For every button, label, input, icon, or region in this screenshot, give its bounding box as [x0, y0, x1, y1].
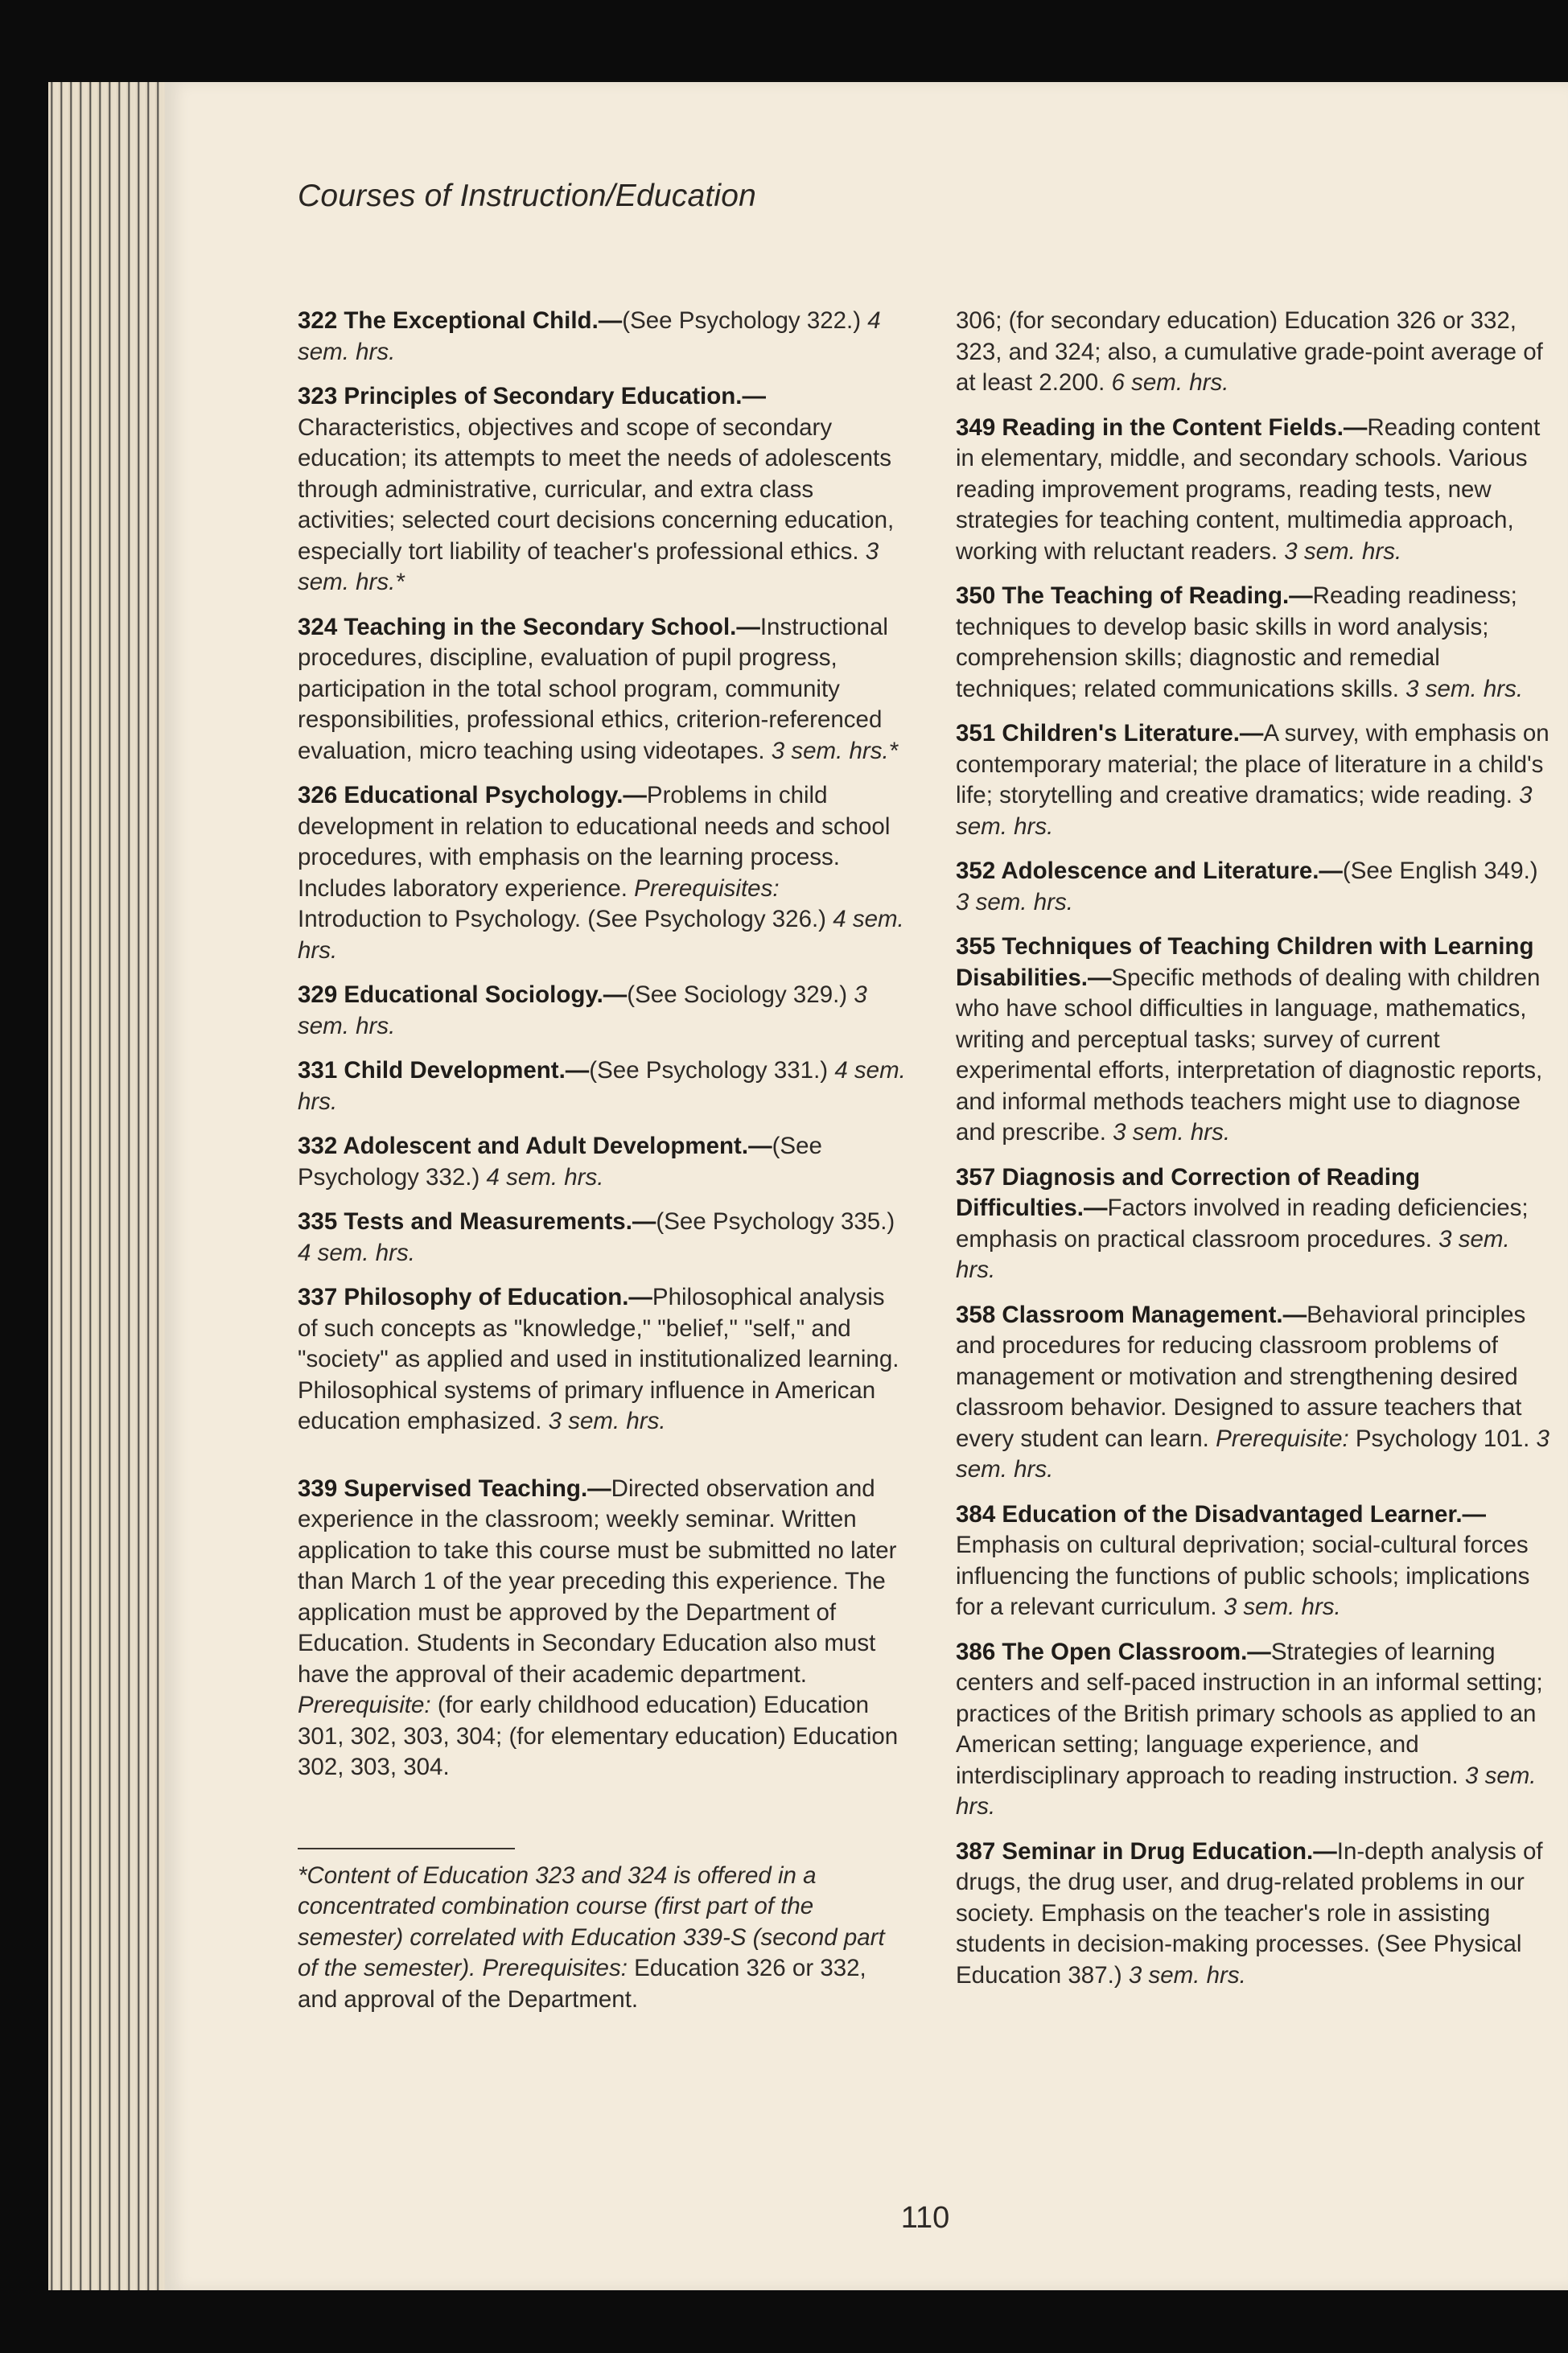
spacer: [298, 1451, 909, 1474]
course-entry-continued: 306; (for secondary education) Education 326 or 332, 323, and 324; also, a cumulative grade-point average of at least 2.200. 6 sem. hrs.: [956, 307, 1543, 396]
course-entry: 387 Seminar in Drug Education.—In-depth analysis of drugs, the drug user, and drug-related problems in our society. Emphasis on the teacher's role in assisting students in decision-making processes. (See Physical Education 387.) 3 sem. hrs.: [956, 1837, 1543, 1989]
course-entry: 329 Educational Sociology.—(See Sociology 329.) 3 sem. hrs.: [298, 981, 867, 1039]
course-entry: 339 Supervised Teaching.—Directed observation and experience in the classroom; weekly seminar. Written application to take this course must be submitted no later than March 1 of the year preceding this experience. The application must be approved by the Department of Education. Students in Secondary Education also must have the approval of their academic department. Prerequisite: (for early childhood education) Education 301, 302, 303, 304; (for elementary education) Education 302, 303, 304.: [298, 1475, 899, 1780]
course-entry: 335 Tests and Measurements.—(See Psychology 335.) 4 sem. hrs.: [298, 1208, 895, 1266]
footnote: *Content of Education 323 and 324 is offered in a concentrated combination course (first part of the semester) correlated with Education 339-S (second part of the semester). Prerequisites: Education 326 or 332, and approval of the Department.: [298, 1861, 885, 2013]
course-entry: 326 Educational Psychology.—Problems in child development in relation to educational needs and school procedures, with emphasis on the learning process. Includes laboratory experience. Prerequisites: Introduction to Psychology. (See Psychology 326.) 4 sem. hrs.: [298, 782, 904, 964]
course-entry: 355 Techniques of Teaching Children with Learning Disabilities.—Specific methods of dealing with children who have school difficulties in language, mathematics, writing and perceptual tasks; survey of current experimental efforts, interpretation of diagnostic reports, and informal methods teachers might use to diagnose and prescribe. 3 sem. hrs.: [956, 933, 1543, 1146]
course-entry: 349 Reading in the Content Fields.—Reading content in elementary, middle, and secondary schools. Various reading improvement programs, reading tests, new strategies for teaching content, multimedia approach, working with reluctant readers. 3 sem. hrs.: [956, 413, 1541, 565]
course-entry: 337 Philosophy of Education.—Philosophical analysis of such concepts as "knowledge," "belief," "self," and "society" as applied and used in institutionalized learning. Philosophical systems of primary influence in American education emphasized. 3 sem. hrs.: [298, 1284, 899, 1434]
right-column: [956, 306, 1551, 2005]
course-entry: 331 Child Development.—(See Psychology 331.) 4 sem. hrs.: [298, 1057, 906, 1115]
course-entry: 350 The Teaching of Reading.—Reading readiness; techniques to develop basic skills in word analysis; comprehension skills; diagnostic and remedial techniques; related communications skills. 3 sem. hrs.: [956, 582, 1524, 702]
page-number: 110: [900, 2201, 950, 2235]
course-entry: 357 Diagnosis and Correction of Reading Difficulties.—Factors involved in reading deficiencies; emphasis on practical classroom procedures. 3 sem. hrs.: [956, 1163, 1529, 1283]
course-entry: 351 Children's Literature.—A survey, with emphasis on contemporary material; the place of literature in a child's life; storytelling and creative dramatics; wide reading. 3 sem. hrs.: [956, 720, 1549, 840]
course-entry: 324 Teaching in the Secondary School.—Instructional procedures, discipline, evaluation of pupil progress, participation in the total school program, community responsibilities, professional ethics, criterion-referenced evaluation, micro teaching using videotapes. 3 sem. hrs.*: [298, 613, 899, 764]
course-entry: 358 Classroom Management.—Behavioral principles and procedures for reducing classroom problems of management or motivation and strengthening desired classroom behavior. Designed to assure teachers that every student can learn. Prerequisite: Psychology 101. 3 sem. hrs.: [956, 1301, 1549, 1483]
course-entry: 352 Adolescence and Literature.—(See English 349.) 3 sem. hrs.: [956, 858, 1538, 915]
running-head: Courses of Instruction/Education: [298, 179, 757, 213]
course-entry: 386 The Open Classroom.—Strategies of learning centers and self-paced instruction in an informal setting; practices of the British primary schools as applied to an American setting; language experience, and interdisciplinary approach to reading instruction. 3 sem. hrs.: [956, 1638, 1543, 1820]
course-entry: 332 Adolescent and Adult Development.—(See Psychology 332.) 4 sem. hrs.: [298, 1133, 822, 1191]
left-column: [298, 306, 909, 2015]
course-entry: 323 Principles of Secondary Education.—Characteristics, objectives and scope of secondary education; its attempts to meet the needs of adolescents through administrative, curricular, and extra class activities; selected court decisions concerning education, especially tort liability of teacher's professional ethics. 3 sem. hrs.*: [298, 383, 895, 595]
course-entry: 384 Education of the Disadvantaged Learner.—Emphasis on cultural deprivation; social-cultural forces influencing the functions of public schools; implications for a relevant curriculum. 3 sem. hrs.: [956, 1500, 1530, 1620]
course-entry: 322 The Exceptional Child.—(See Psychology 322.) 4 sem. hrs.: [298, 307, 881, 365]
footnote-rule: [298, 1848, 515, 1849]
